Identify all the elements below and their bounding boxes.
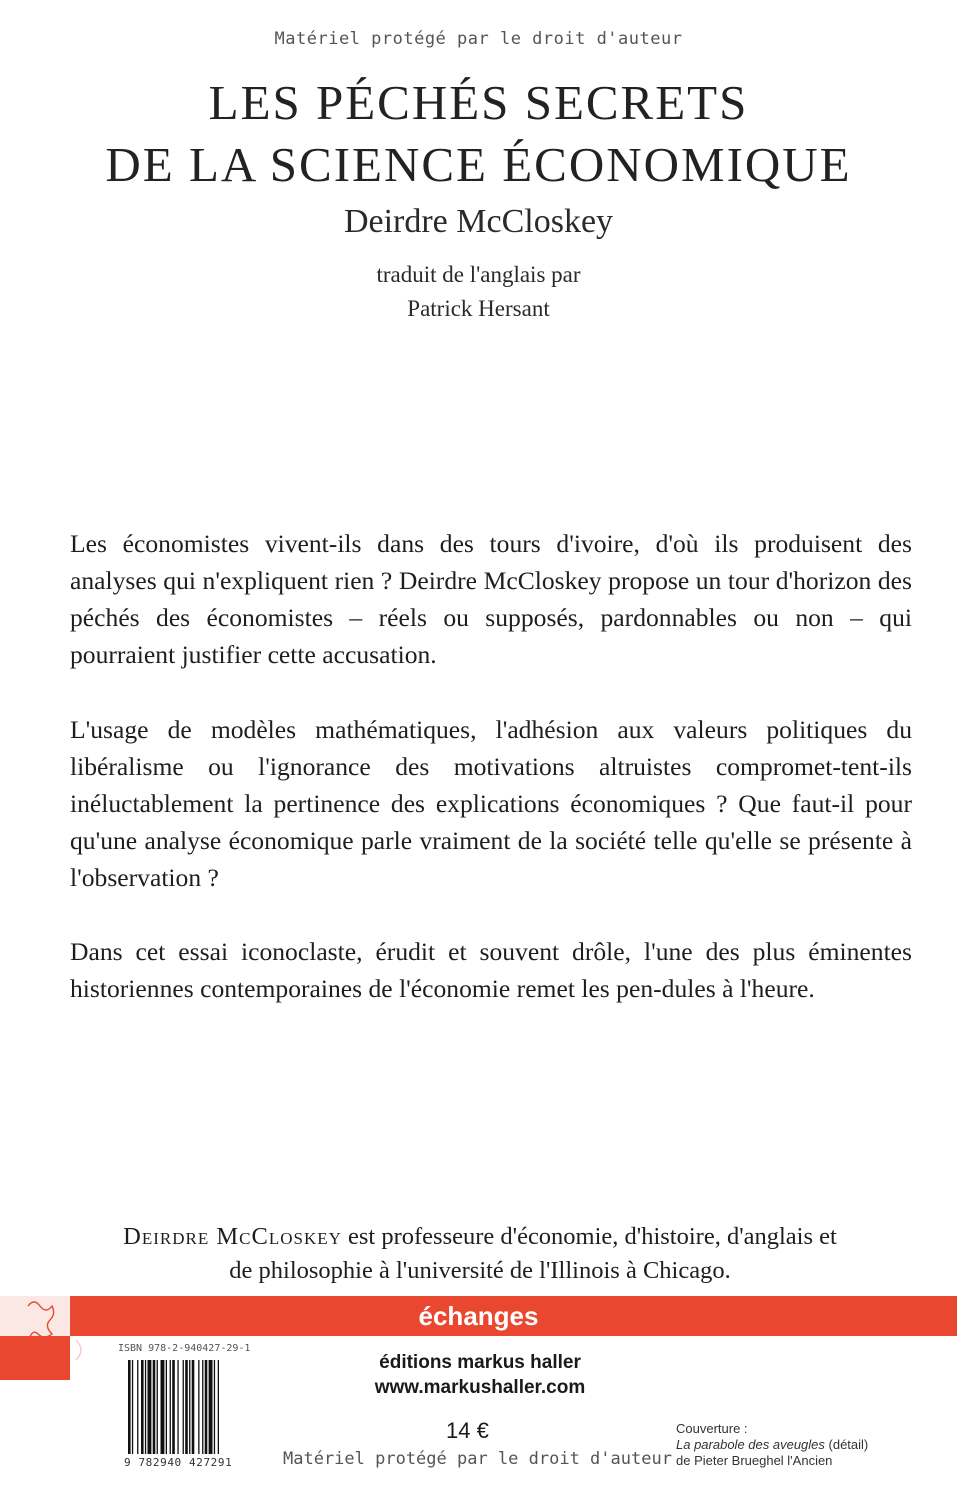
translator-credit-line-1: traduit de l'anglais par [376, 262, 581, 287]
blurb-paragraph-3: Dans cet essai iconoclaste, érudit et souvent drôle, l'une des plus éminentes historiennes contemporaines de l'économie remet les pen-dules à l'heure. [70, 937, 912, 1003]
barcode-digits: 9 782940 427291 [124, 1456, 233, 1469]
translator-name: Patrick Hersant [407, 296, 550, 321]
isbn-label: ISBN 978-2-940427-29-1 [118, 1343, 251, 1354]
bio-line-2: de philosophie à l'université de l'Illinois à Chicago. [229, 1257, 731, 1284]
barcode [128, 1360, 278, 1456]
cover-credit-work: La parabole des aveugles [676, 1437, 825, 1452]
price: 14 € [446, 1418, 489, 1443]
publisher-url: www.markushaller.com [374, 1377, 586, 1398]
book-title-line-1: LES PÉCHÉS SECRETS [208, 75, 749, 130]
author-bio [60, 1220, 900, 1288]
publisher-name: éditions markus haller [379, 1352, 581, 1373]
watermark-bottom: Matériel protégé par le droit d'auteur [283, 1449, 672, 1469]
cover-credit [676, 1421, 951, 1469]
blurb-paragraph-2: L'usage de modèles mathématiques, l'adhésion aux valeurs politiques du libéralisme ou l'ignorance des motivations altruistes compromet-tent-ils inéluctablement la pertinence des explications économiques ? Que faut-il pour qu'une analyse économique parle vraiment de la société telle qu'elle se présente à l'observation ? [70, 715, 912, 892]
cover-credit-detail: (détail) [828, 1437, 869, 1452]
book-title-line-2: DE LA SCIENCE ÉCONOMIQUE [105, 137, 852, 192]
author-name: Deirdre McCloskey [343, 203, 614, 240]
watermark-top: Matériel protégé par le droit d'auteur [274, 29, 683, 49]
bio-author-name: Deirdre McCloskey [123, 1223, 342, 1250]
blurb-paragraph-1: Les économistes vivent-ils dans des tours d'ivoire, d'où ils produisent des analyses qui n'expliquent rien ? Deirdre McCloskey propose un tour d'horizon des péchés des économistes – réels ou supposés, pardonnables ou non – qui pourraient justifier cette accusation. [70, 529, 912, 669]
cover-credit-label: Couverture : [676, 1421, 748, 1436]
cover-credit-artist: de Pieter Brueghel l'Ancien [676, 1453, 833, 1468]
bio-line-1: est professeure d'économie, d'histoire, d'anglais et [348, 1223, 837, 1250]
collection-label: échanges [418, 1301, 539, 1331]
